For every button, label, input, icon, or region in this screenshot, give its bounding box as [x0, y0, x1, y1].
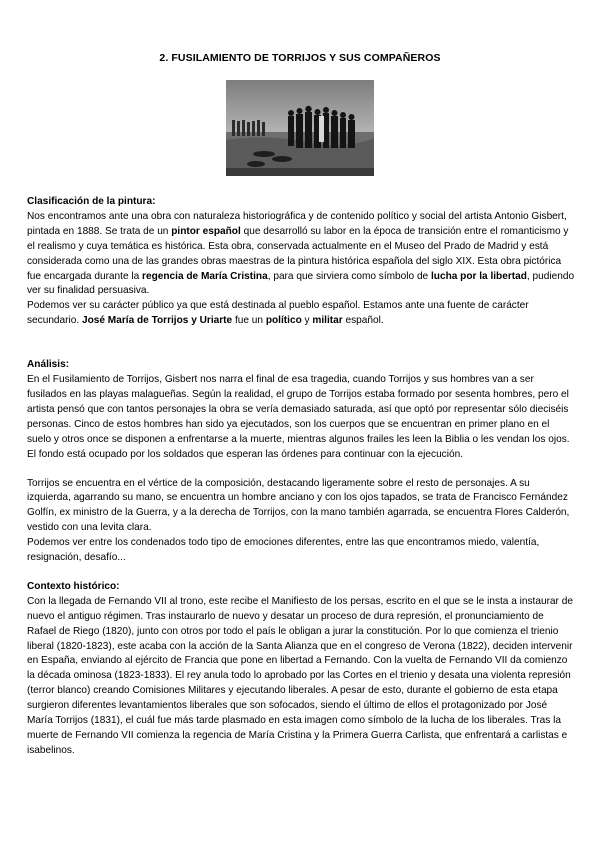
section-heading-analisis: Análisis: — [27, 359, 70, 371]
section-heading-contexto: Contexto histórico: — [27, 580, 120, 592]
clasificacion-paragraph-1: Nos encontramos ante una obra con naturaleza historiográfica y de contenido político y social del artista Antonio Gisbert, pintada en 1888. Se trata de un pintor español que desarrolló su labor en la época de transición entre el romanticismo y el realismo y cuya temática es histórica. Esta obra, conservada actualmente en el Museo del Prado de Madrid y está considerada como una de las grandes obras maestras de la pintura histórica española del siglo XIX. Esta obra pictórica fue encargada durante la regencia de María Cristina, para que sirviera como símbolo de lucha por la libertad, pudiendo ver su finalidad persuasiva. — [27, 210, 575, 297]
clasificacion-paragraph-2: Podemos ver su carácter público ya que está destinada al pueblo español. Estamos ante una fuente de carácter secundario. José María de Torrijos y Uriarte fue un político y militar español. — [27, 300, 529, 327]
painting-image — [226, 80, 374, 176]
page-title: 2. FUSILAMIENTO DE TORRIJOS Y SUS COMPAÑEROS — [159, 52, 441, 64]
analisis-paragraph-1: En el Fusilamiento de Torrijos, Gisbert nos narra el final de esa tragedia, cuando Torrijos y sus hombres van a ser fusilados en las playas malagueñas. Según la realidad, el grupo de Torrijos estaba formado por sesenta hombres, pero el artista pensó que con tantos personajes la obra se vería demasiado saturada, así que optó por representar sólo dieciséis personas. Cinco de estos hombres han sido ya ejecutados, son los cuerpos que se encuentran en primer plano en el suelo y otros once se disponen a enfrentarse a la muerte, mientras algunos frailes les leen la Biblia o les vendan los ojos. El fondo está ocupado por los soldados que esperan las órdenes para continuar con la ejecución. — [27, 374, 570, 460]
document-body — [27, 195, 575, 759]
painting-execution-scene-icon — [226, 80, 374, 176]
contexto-paragraph-1: Con la llegada de Fernando VII al trono, este recibe el Manifiesto de los persas, escrito en el que se le insta a instaurar de nuevo el antiguo régimen. Tras instaurarlo de nuevo y desatar un proceso de dura represión, el pronunciamiento de Rafael de Riego (1820), junto con otros por todo el país le obligan a jurar la constitución. Por lo que comienza el trienio liberal (1820-1823), este acaba con la acción de la Santa Alianza que en el congreso de Verona (1822), deciden intervenir en España, enviando al ejército de Francia que pone en libertad a Fernando. Con la vuelta de Fernando VII da comienzo la década ominosa (1823-1833). El rey anula todo lo aprobado por las Cortes en el trienio y desata una violenta represión (terror blanco) creando Comisiones Militares y ejecutando liberales. A pesar de esto, durante el gobierno de esta etapa surgieron diferentes levantamientos liberales que son sofocados, siendo el último de ellos el protagonizado por José María Torrijos (1831), el cuál fue más tarde plasmado en esta imagen como símbolo de la lucha de los liberales. Tras la muerte de Fernando VII comienza la regencia de María Cristina y la Primera Guerra Carlista, que enfrentará a carlistas e isabelinos. — [27, 595, 573, 756]
analisis-paragraph-2: Torrijos se encuentra en el vértice de la composición, destacando ligeramente sobre el resto de personajes. A su izquierda, agarrando su mano, se encuentra un hombre anciano y con los ojos tapados, se trata de Francisco Fernández Golfín, ex ministro de la Guerra, y a la derecha de Torrijos, con la mano también agarrada, se encuentra Flores Calderón, vestido con una levita clara. — [27, 477, 570, 534]
section-heading-clasificacion: Clasificación de la pintura: — [27, 196, 156, 207]
analisis-paragraph-3: Podemos ver entre los condenados todo tipo de emociones diferentes, entre las que encontramos miedo, valentía, resignación, desafío... — [27, 537, 540, 564]
